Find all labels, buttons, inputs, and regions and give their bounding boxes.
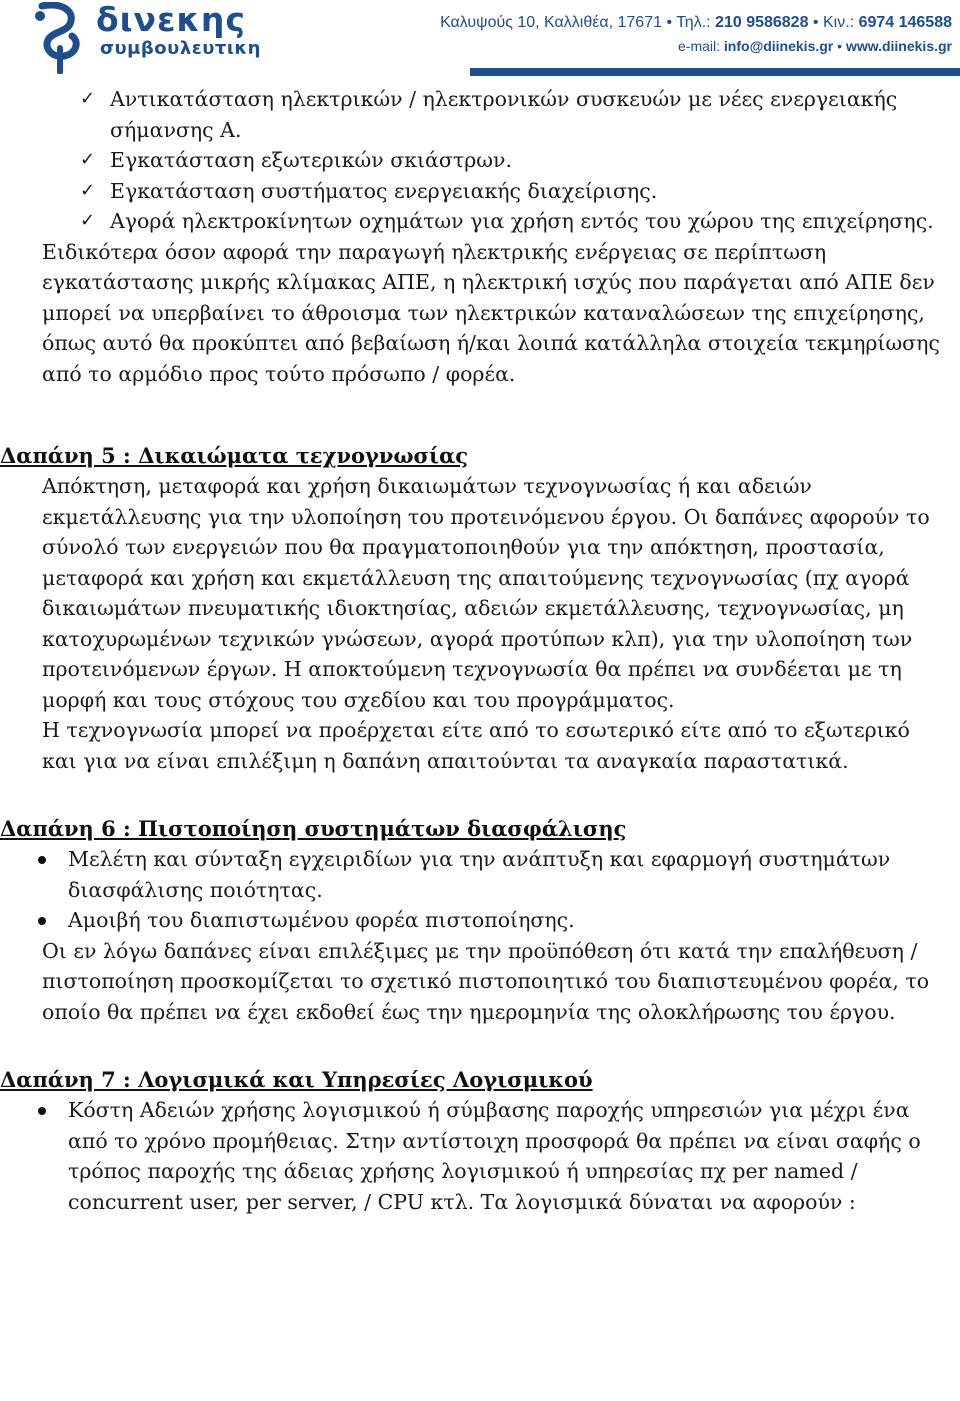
bullet-icon: [38, 917, 46, 925]
contact-line-web: e-mail: info@diinekis.gr • www.diinekis.gr: [678, 38, 952, 54]
section-6-paragraph: Οι εν λόγω δαπάνες είναι επιλέξιμες με την προϋπόθεση ότι κατά την επαλήθευση / πιστοποίηση προσκομίζεται το σχετικό πιστοποιητικό του διαπιστευμένου φορέα, το οποίο θα πρέπει να έχει εκδοθεί έως την ημερομηνία της ολοκλήρωσης του έργου.: [42, 938, 930, 1024]
check-icon: ✓: [80, 88, 96, 109]
section-5-title: Δαπάνη 5 : Δικαιώματα τεχνογνωσίας: [0, 443, 469, 468]
bullet-icon: [38, 856, 46, 864]
list-item: ✓ Αντικατάσταση ηλεκτρικών / ηλεκτρονικών συσκευών με νέες ενεργειακής σήμανσης Α.: [80, 84, 948, 145]
list-item: Αμοιβή του διαπιστωμένου φορέα πιστοποίησης.: [38, 905, 948, 936]
email-link[interactable]: info@diinekis.gr: [723, 38, 834, 54]
paragraph-ape: Ειδικότερα όσον αφορά την παραγωγή ηλεκτρικής ενέργειας σε περίπτωση εγκατάστασης μικρής κλίμακας ΑΠΕ, η ηλεκτρική ισχύς που παράγεται από ΑΠΕ δεν μπορεί να υπερβαίνει το άθροισμα των ηλεκτρικών καταναλώσεων της επιχείρησης, όπως αυτό θα προκύπτει από βεβαίωση ή/και λοιπά κατάλληλα στοιχεία τεκμηρίωσης από το αρμόδιο προς τούτο πρόσωπο / φορέα.: [42, 239, 940, 386]
header-rule: [470, 68, 960, 76]
email-label: e-mail:: [678, 38, 721, 54]
mobile-label: Κιν.:: [822, 14, 855, 31]
section-6-title: Δαπάνη 6 : Πιστοποίηση συστημάτων διασφάλισης: [0, 816, 627, 841]
website-link[interactable]: www.diinekis.gr: [845, 38, 952, 54]
section-5-paragraph: Απόκτηση, μεταφορά και χρήση δικαιωμάτων τεχνογνωσίας ή και αδειών εκμετάλλευσης για την υλοποίηση του προτεινόμενου έργου. Οι δαπάνες αφορούν το σύνολό των ενεργειών που θα πραγματοποιηθούν για την απόκτηση, προστασία, μεταφορά και χρήση και εκμετάλλευση της απαιτούμενης τεχνογνωσίας (πχ αγορά δικαιωμάτων πνευματικής ιδιοκτησίας, αδειών εκμετάλλευσης, τεχνογνωσίας, μη κατοχυρωμένων τεχνικών γνώσεων, αγορά προτύπων κλπ), για την υλοποίηση των προτεινόμενων έργων. Η αποκτούμενη τεχνογνωσία θα πρέπει να συνδέεται με τη μορφή και τους στόχους του σχεδίου και του προγράμματος.: [42, 474, 930, 712]
company-logo: [30, 2, 260, 74]
section-7-title: Δαπάνη 7 : Λογισμικά και Υπηρεσίες Λογισμικού: [0, 1067, 593, 1092]
list-item: Κόστη Αδειών χρήσης λογισμικού ή σύμβασης παροχής υπηρεσιών για μέχρι ένα από το χρόνο προμήθειας. Στην αντίστοιχη προσφορά θα πρέπει να είναι σαφής ο τρόπος παροχής της άδειας χρήσης λογισμικού ή υπηρεσίας πχ per named / concurrent user, per server, / CPU κτλ. Τα λογισμικά δύναται να αφορούν :: [38, 1095, 948, 1217]
logo-mark-icon: [30, 2, 90, 74]
tel-number: 210 9586828: [715, 14, 809, 31]
list-item: Μελέτη και σύνταξη εγχειριδίων για την ανάπτυξη και εφαρμογή συστημάτων διασφάλισης ποιότητας.: [38, 844, 948, 905]
list-item: ✓ Εγκατάσταση εξωτερικών σκιάστρων.: [80, 145, 948, 176]
mobile-number: 6974 146588: [858, 14, 952, 31]
logo-subtitle: συμβουλευτικη: [100, 38, 261, 59]
bullet-icon: [38, 1107, 46, 1115]
list-item: ✓ Εγκατάσταση συστήματος ενεργειακής διαχείρισης.: [80, 176, 948, 207]
contact-line-address: Καλυψούς 10, Καλλιθέα, 17671 • Τηλ.: 210 9586828 • Κιν.: 6974 146588: [440, 14, 952, 31]
tel-label: Τηλ.:: [676, 14, 711, 31]
check-icon: ✓: [80, 149, 96, 170]
logo-name: δινεκης: [96, 0, 246, 39]
list-item: ✓ Αγορά ηλεκτροκίνητων οχημάτων για χρήση εντός του χώρου της επιχείρησης.: [80, 206, 948, 237]
letterhead: [0, 0, 960, 76]
section-5-paragraph-2: Η τεχνογνωσία μπορεί να προέρχεται είτε από το εσωτερικό είτε από το εξωτερικό και για να είναι επιλέξιμη η δαπάνη απαιτούνται τα αναγκαία παραστατικά.: [42, 718, 910, 773]
check-icon: ✓: [80, 210, 96, 231]
contact-info: [440, 14, 952, 54]
section-7-bullets: [42, 1095, 948, 1217]
section-6-bullets: [42, 844, 948, 936]
energy-measures-list: [42, 84, 948, 237]
check-icon: ✓: [80, 179, 96, 201]
document-body: [0, 84, 948, 1217]
address: Καλυψούς 10, Καλλιθέα, 17671: [440, 14, 662, 31]
